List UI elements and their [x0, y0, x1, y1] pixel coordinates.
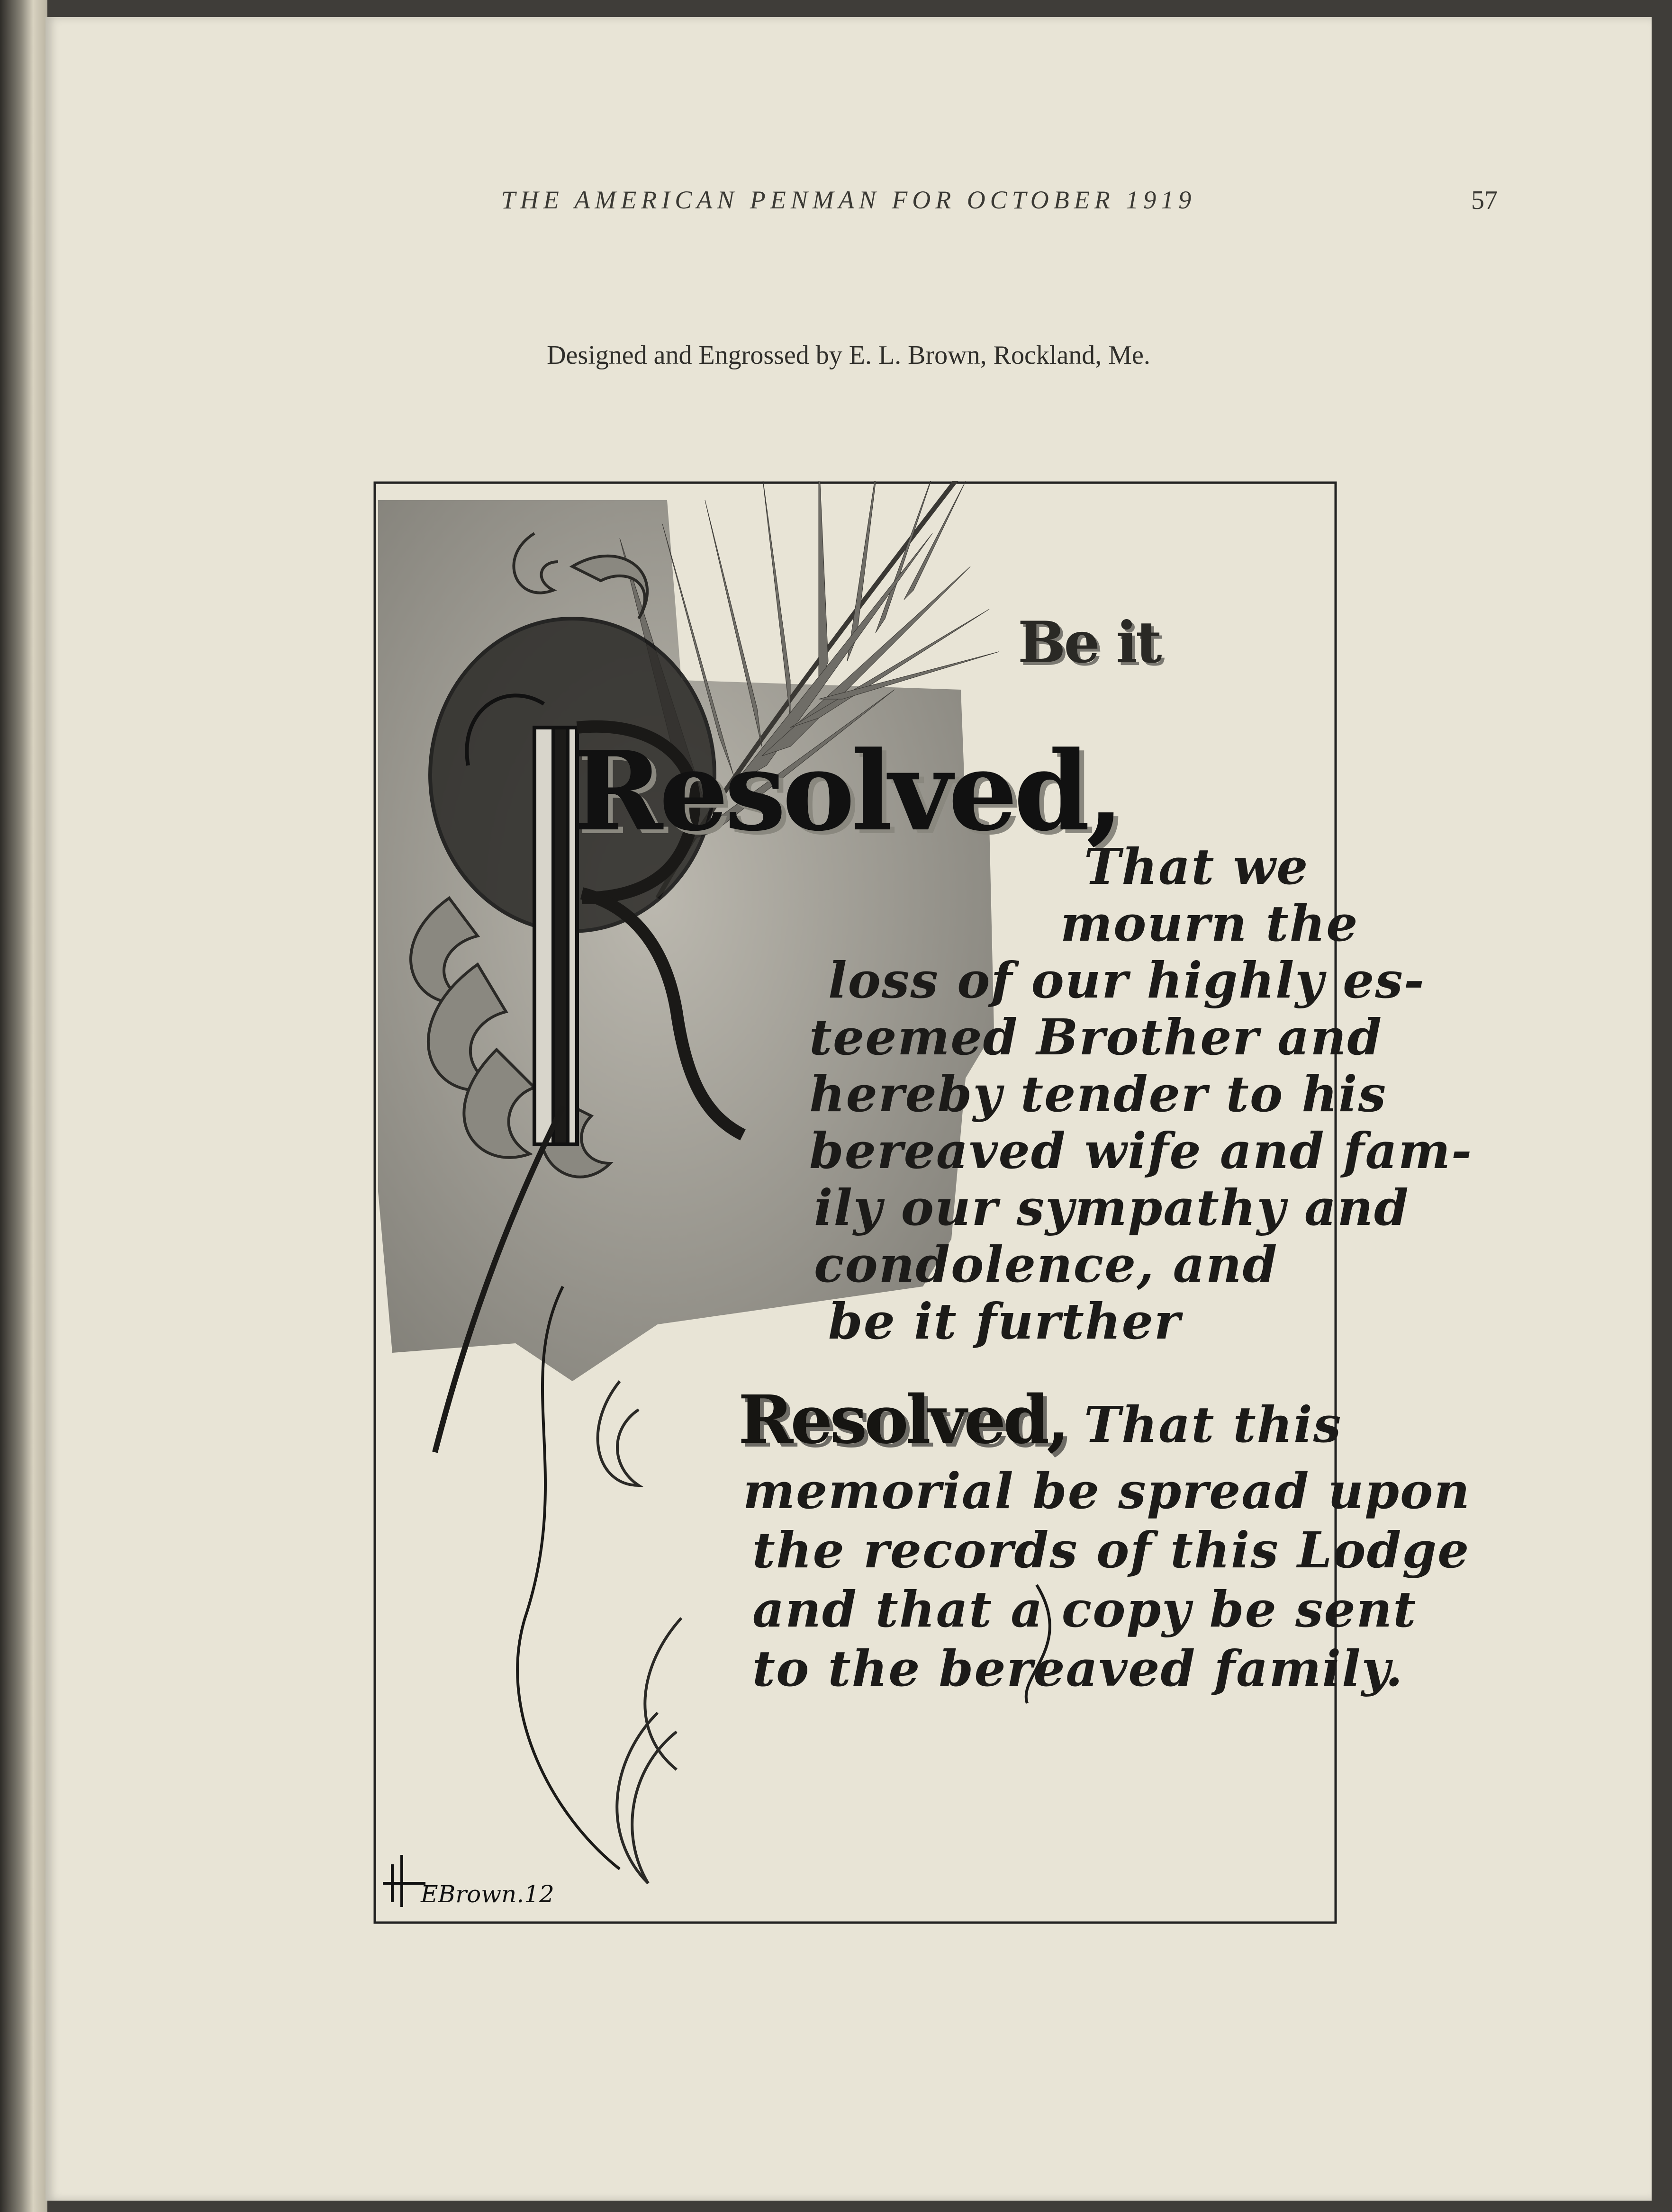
resolution-line: teemed Brother and [809, 1008, 1383, 1066]
resolution-line: condolence, and [814, 1235, 1278, 1294]
resolution-line: mourn the [1060, 894, 1359, 953]
resolution-line: and that a copy be sent [752, 1580, 1417, 1638]
second-resolved-heading: Resolved, [738, 1381, 1067, 1459]
resolution-line: That we [1084, 837, 1309, 896]
magazine-page [45, 17, 1652, 2201]
engrossed-resolution [373, 481, 1473, 1945]
engraving-credit: Designed and Engrossed by E. L. Brown, Rockland, Me. [547, 341, 1150, 370]
resolution-line: ily our sympathy and [814, 1178, 1410, 1237]
running-head: THE AMERICAN PENMAN FOR OCTOBER 1919 [501, 186, 1196, 214]
be-it-heading: Be it [1018, 609, 1160, 676]
resolution-line: the records of this Lodge [752, 1521, 1470, 1579]
resolution-line: loss of our highly es- [828, 951, 1425, 1009]
facing-page-edge [0, 0, 47, 2212]
resolution-line: memorial be spread upon [743, 1462, 1471, 1520]
signature-mark [383, 1855, 554, 1908]
resolution-line: hereby tender to his [809, 1065, 1387, 1123]
resolved-heading: Resolved, [572, 728, 1121, 855]
signature-text: EBrown.12 [421, 1880, 554, 1908]
resolution-line: bereaved wife and fam- [809, 1122, 1473, 1180]
resolution-line: be it further [828, 1292, 1181, 1350]
resolution-line: That this [1084, 1395, 1342, 1454]
resolution-line: to the bereaved family. [752, 1639, 1404, 1698]
page-number: 57 [1471, 186, 1498, 215]
